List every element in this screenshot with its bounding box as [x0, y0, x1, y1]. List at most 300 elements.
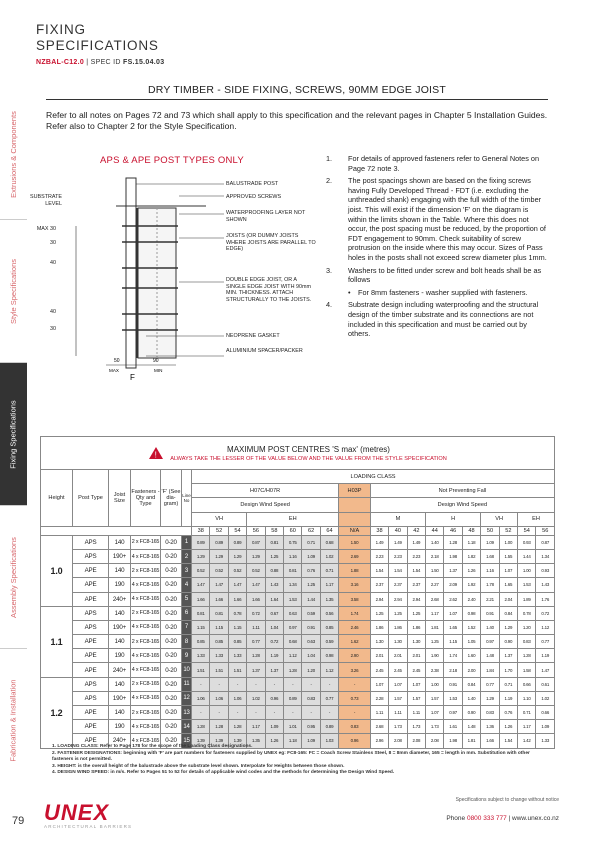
row-field: 0-20 — [161, 592, 182, 606]
value-cell: 0.77 — [247, 635, 265, 649]
value-cell: 1.16 — [481, 564, 499, 578]
col-wind-a: Design Wind Speed — [192, 498, 339, 512]
row-field: 2 x FC8-165 — [131, 535, 161, 549]
line-number: 13 — [182, 706, 192, 720]
value-cell: 2.08 — [426, 734, 444, 748]
value-cell: 1.36 — [481, 720, 499, 734]
value-cell: 1.09 — [302, 549, 320, 563]
value-cell: 0.61 — [536, 677, 555, 691]
value-cell: 1.35 — [247, 734, 265, 748]
value-cell: 1.15 — [444, 635, 462, 649]
wind-speed-header: 56 — [247, 526, 265, 535]
value-cell: 0.90 — [499, 635, 517, 649]
value-cell: 1.50 — [339, 535, 371, 549]
dim-min: MIN — [154, 368, 163, 373]
value-cell: 1.17 — [320, 578, 338, 592]
value-cell: 2.08 — [389, 734, 407, 748]
value-cell: 1.26 — [265, 734, 283, 748]
wind-speed-header: 44 — [426, 526, 444, 535]
value-cell: 1.11 — [407, 706, 425, 720]
value-cell: 1.04 — [265, 620, 283, 634]
line-number: 7 — [182, 620, 192, 634]
value-cell: 1.58 — [518, 663, 536, 677]
value-cell: 1.34 — [536, 549, 555, 563]
spec-note: Specifications subject to change without notice — [455, 797, 559, 803]
value-cell: - — [339, 706, 371, 720]
height-cell: 1.2 — [41, 677, 73, 748]
value-cell: 0.81 — [265, 535, 283, 549]
row-field: 140 — [109, 564, 131, 578]
value-cell: - — [265, 706, 283, 720]
value-cell: 0.68 — [320, 535, 338, 549]
value-cell: 1.12 — [320, 663, 338, 677]
value-cell: 0.76 — [302, 564, 320, 578]
table-row — [41, 606, 555, 620]
value-cell: 2.90 — [339, 649, 371, 663]
value-cell: - — [339, 677, 371, 691]
value-cell: 1.07 — [407, 677, 425, 691]
value-cell: 1.25 — [302, 578, 320, 592]
value-cell: 2.45 — [407, 663, 425, 677]
intro-text: Refer to all notes on Pages 72 and 73 which shall apply to this specification and the relevant pages in Chapter 5 Installation Guides. Refer also to Chapter 2 for the Style Specification. — [46, 110, 548, 131]
wind-speed-header: 62 — [302, 526, 320, 535]
table-row — [41, 549, 555, 563]
dim-f: F — [130, 373, 135, 382]
value-cell: 0.66 — [536, 706, 555, 720]
row-field: 0-20 — [161, 720, 182, 734]
spec-code: NZBAL-C12.0 — [36, 59, 85, 66]
value-cell: 1.17 — [518, 720, 536, 734]
value-cell: 1.33 — [228, 649, 246, 663]
value-cell: 1.02 — [320, 549, 338, 563]
value-cell: 2.08 — [407, 734, 425, 748]
value-cell: 0.75 — [284, 535, 302, 549]
sidebar-item-fixing[interactable] — [0, 363, 27, 506]
value-cell: 1.02 — [536, 691, 555, 705]
col-m: M — [370, 512, 425, 526]
value-cell: 0.97 — [444, 706, 462, 720]
svg-text:!: ! — [154, 450, 158, 460]
value-cell: 1.19 — [499, 691, 517, 705]
row-field: APE — [73, 578, 109, 592]
row-field: APS — [73, 691, 109, 705]
value-cell: 1.47 — [210, 578, 228, 592]
value-cell: 1.54 — [407, 564, 425, 578]
table-row — [41, 706, 555, 720]
value-cell: 0.77 — [320, 691, 338, 705]
wind-speed-header: N/A — [339, 526, 371, 535]
row-field: 0-20 — [161, 663, 182, 677]
value-cell: 1.35 — [320, 592, 338, 606]
col-height: Height — [41, 470, 73, 527]
value-cell: 0.83 — [339, 720, 371, 734]
row-field: APE — [73, 734, 109, 748]
value-cell: 1.28 — [210, 720, 228, 734]
wind-speed-header: 46 — [444, 526, 462, 535]
wind-speed-header: 48 — [462, 526, 480, 535]
value-cell: 2.62 — [444, 592, 462, 606]
value-cell: 1.49 — [389, 535, 407, 549]
spec-id-label: SPEC ID — [90, 59, 121, 66]
label-substrate-level: SUBSTRATE LEVEL — [30, 194, 62, 207]
row-field: 190 — [109, 578, 131, 592]
footnote-4: 4. DESIGN WIND SPEED: in m/s. Refer to Pages 51 to 52 for details of applicable wind codes and the methods for determining the Design Wind Speed. — [52, 770, 395, 776]
value-cell: 1.40 — [462, 691, 480, 705]
value-cell: 1.74 — [339, 606, 371, 620]
col-h03: H03P — [339, 484, 371, 498]
value-cell: 1.10 — [518, 691, 536, 705]
value-cell: 2.00 — [462, 663, 480, 677]
value-cell: 0.52 — [192, 564, 210, 578]
header-title-line1: FIXING — [36, 22, 86, 37]
line-number: 11 — [182, 677, 192, 691]
value-cell: 1.07 — [444, 606, 462, 620]
row-field: APE — [73, 635, 109, 649]
value-cell: 0.85 — [228, 635, 246, 649]
value-cell: 0.76 — [499, 706, 517, 720]
value-cell: 2.01 — [370, 649, 388, 663]
value-cell: 0.91 — [302, 620, 320, 634]
value-cell: 0.96 — [339, 734, 371, 748]
value-cell: 2.01 — [389, 649, 407, 663]
col-h: H — [426, 512, 481, 526]
wind-speed-header: 54 — [518, 526, 536, 535]
value-cell: 0.91 — [481, 606, 499, 620]
value-cell: 1.28 — [518, 649, 536, 663]
edge-joist — [138, 208, 176, 358]
value-cell: 1.76 — [536, 592, 555, 606]
value-cell: 1.68 — [481, 549, 499, 563]
value-cell: 2.27 — [426, 578, 444, 592]
wind-speed-header: 52 — [499, 526, 517, 535]
value-cell: 1.00 — [499, 535, 517, 549]
row-field: APS — [73, 620, 109, 634]
value-cell: 2.69 — [339, 549, 371, 563]
col-post-type: Post Type — [73, 470, 109, 527]
sidebar-item-label: Style Specifications — [9, 258, 19, 324]
height-cell: 1.1 — [41, 606, 73, 677]
note-1: 1. For details of approved fasteners refer to General Notes on Page 72 note 3. — [326, 154, 540, 173]
value-cell: 1.34 — [284, 578, 302, 592]
value-cell: 1.66 — [481, 734, 499, 748]
row-field: 140 — [109, 535, 131, 549]
line-number: 8 — [182, 635, 192, 649]
sidebar-item-style[interactable] — [0, 220, 27, 363]
row-field: 0-20 — [161, 549, 182, 563]
value-cell: 1.29 — [481, 691, 499, 705]
label-joists: JOISTS (OR DUMMY JOISTS WHERE JOISTS ARE PARALLEL TO EDGE) — [226, 233, 316, 253]
value-cell: 1.20 — [302, 663, 320, 677]
row-field: 4 x FC8-165 — [131, 663, 161, 677]
value-cell: 2.40 — [462, 592, 480, 606]
label-spacer: ALUMINIUM SPACER/PACKER — [226, 348, 303, 354]
value-cell: 1.29 — [228, 549, 246, 563]
value-cell: 1.26 — [462, 564, 480, 578]
value-cell: 1.54 — [389, 564, 407, 578]
dim-max: MAX — [109, 368, 119, 373]
value-cell: 0.83 — [481, 706, 499, 720]
website-link[interactable]: www.unex.co.nz — [512, 815, 559, 822]
value-cell: 2.23 — [407, 549, 425, 563]
value-cell: 0.91 — [444, 677, 462, 691]
row-field: 2 x FC8-165 — [131, 564, 161, 578]
value-cell: 0.63 — [302, 635, 320, 649]
value-cell: 0.97 — [284, 620, 302, 634]
value-cell: 2.23 — [389, 549, 407, 563]
value-cell: 1.09 — [481, 535, 499, 549]
row-field: 4 x FC8-165 — [131, 578, 161, 592]
table-row — [41, 663, 555, 677]
value-cell: 0.97 — [481, 635, 499, 649]
col-f: 'F' (See dia-gram) — [161, 470, 182, 527]
value-cell: 1.39 — [192, 734, 210, 748]
sidebar-item-fabrication[interactable] — [0, 649, 27, 792]
value-cell: 1.11 — [389, 706, 407, 720]
value-cell: 0.77 — [536, 635, 555, 649]
value-cell: 1.84 — [481, 663, 499, 677]
value-cell: 1.92 — [462, 578, 480, 592]
value-cell: 1.19 — [536, 649, 555, 663]
sidebar-item-assembly[interactable] — [0, 506, 27, 649]
label-balustrade-post: BALUSTRADE POST — [226, 181, 279, 187]
value-cell: 2.23 — [370, 549, 388, 563]
value-cell: 0.89 — [192, 535, 210, 549]
value-cell: 2.94 — [389, 592, 407, 606]
wind-speed-header: 40 — [389, 526, 407, 535]
contact-line: Phone 0800 333 777 | www.unex.co.nz — [446, 815, 559, 822]
value-cell: 1.25 — [389, 606, 407, 620]
value-cell: 1.19 — [265, 649, 283, 663]
value-cell: 1.54 — [499, 734, 517, 748]
value-cell: 1.04 — [302, 649, 320, 663]
wind-speed-header: 38 — [370, 526, 388, 535]
table-row — [41, 635, 555, 649]
table-row — [41, 578, 555, 592]
sidebar-item-label: Assembly Specifications — [9, 536, 18, 618]
row-field: 140 — [109, 706, 131, 720]
footnote-3: 3. HEIGHT: is the overall height of the balustrade above the substrate level shown. Interpolate for Heights between those shown. — [52, 763, 345, 769]
value-cell: 0.88 — [265, 564, 283, 578]
row-field: 4 x FC8-165 — [131, 720, 161, 734]
value-cell: 1.47 — [536, 663, 555, 677]
note-2: 2. The post spacings shown are based on the fixing screws having Fully Developed Thread - FDT (i.e. excluding the unthreaded shank) engaging with the full width of the timber joist. This will exist if the dimension 'F' on the diagram is within the limits shown in the Table. Where this does not occur, the post spacing must be reduced, by the proportion of FDT engagement to 90mm. Check suitability of screw protrusion on the inside where this may occur. Sizes of Pass holes in the posts shall not exceed screw diameter plus 1mm. — [326, 176, 547, 262]
notes-list — [326, 154, 548, 342]
wind-speed-header: 60 — [284, 526, 302, 535]
col-vh2: VH — [481, 512, 518, 526]
value-cell: - — [192, 706, 210, 720]
value-cell: 2.96 — [370, 734, 388, 748]
row-field: 2 x FC8-165 — [131, 606, 161, 620]
value-cell: 1.44 — [302, 592, 320, 606]
value-cell: - — [284, 677, 302, 691]
row-field: APS — [73, 535, 109, 549]
value-cell: 1.06 — [228, 691, 246, 705]
value-cell: 0.71 — [499, 677, 517, 691]
value-cell: 3.26 — [339, 663, 371, 677]
note-3: 3. Washers to be fitted under screw and bolt heads shall be as follows — [326, 265, 542, 285]
value-cell: 0.59 — [320, 635, 338, 649]
wind-speed-header: 38 — [192, 526, 210, 535]
row-field: 140 — [109, 635, 131, 649]
value-cell: 1.30 — [389, 635, 407, 649]
row-field: 190+ — [109, 620, 131, 634]
value-cell: 0.71 — [320, 564, 338, 578]
value-cell: 1.02 — [247, 691, 265, 705]
footnote-1: 1. LOADING CLASS: Refer to Page 178 for the scope of the Loading Class designations. — [52, 744, 253, 749]
row-field: 4 x FC8-165 — [131, 549, 161, 563]
value-cell: 1.55 — [499, 549, 517, 563]
value-cell: - — [247, 677, 265, 691]
page-number: 79 — [12, 815, 25, 827]
value-cell: 1.66 — [247, 592, 265, 606]
value-cell: 2.09 — [444, 578, 462, 592]
value-cell: 1.25 — [426, 635, 444, 649]
value-cell: 1.73 — [407, 720, 425, 734]
row-field: 240+ — [109, 592, 131, 606]
value-cell: 1.37 — [499, 649, 517, 663]
col-line: Line No — [182, 470, 192, 527]
row-field: 4 x FC8-165 — [131, 649, 161, 663]
value-cell: 1.90 — [426, 649, 444, 663]
row-field: 2 x FC8-165 — [131, 635, 161, 649]
value-cell: 0.96 — [265, 691, 283, 705]
col-wind-b: Design Wind Speed — [370, 498, 554, 512]
value-cell: 1.53 — [444, 691, 462, 705]
row-field: 190 — [109, 720, 131, 734]
value-cell: 2.18 — [426, 549, 444, 563]
value-cell: 0.89 — [210, 535, 228, 549]
value-cell: 1.66 — [228, 592, 246, 606]
label-40b: 40 — [50, 309, 56, 315]
value-cell: 1.33 — [210, 649, 228, 663]
value-cell: 0.59 — [302, 606, 320, 620]
value-cell: 1.33 — [536, 734, 555, 748]
value-cell: 1.11 — [370, 706, 388, 720]
col-h07: H07C/H07R — [192, 484, 339, 498]
value-cell: 0.71 — [302, 535, 320, 549]
table-caption — [41, 437, 555, 470]
value-cell: 0.93 — [518, 535, 536, 549]
value-cell: 1.86 — [370, 620, 388, 634]
value-cell: 1.26 — [499, 720, 517, 734]
value-cell: 1.09 — [302, 734, 320, 748]
value-cell: 0.89 — [228, 535, 246, 549]
value-cell: 0.73 — [339, 691, 371, 705]
value-cell: 1.62 — [339, 635, 371, 649]
row-field: 190+ — [109, 549, 131, 563]
value-cell: 1.51 — [228, 663, 246, 677]
value-cell: 1.30 — [370, 635, 388, 649]
wind-speed-header: 54 — [228, 526, 246, 535]
value-cell: 1.37 — [247, 663, 265, 677]
value-cell: - — [228, 706, 246, 720]
value-cell: 1.73 — [426, 720, 444, 734]
table-title: MAXIMUM POST CENTRES 'S max' (metres) — [227, 444, 390, 454]
value-cell: 2.68 — [426, 592, 444, 606]
table-row — [41, 677, 555, 691]
value-cell: 2.37 — [370, 578, 388, 592]
value-cell: 0.52 — [210, 564, 228, 578]
page-title: DRY TIMBER - SIDE FIXING, SCREWS, 90MM EDGE JOIST — [46, 84, 548, 100]
dim-90: 90 — [153, 358, 159, 364]
col-loading-class: LOADING CLASS — [192, 470, 555, 484]
value-cell: 1.66 — [210, 592, 228, 606]
col-vh: VH — [192, 512, 247, 526]
value-cell: - — [247, 706, 265, 720]
diagram-heading: APS & APE POST TYPES ONLY — [100, 155, 244, 166]
label-approved-screws: APPROVED SCREWS — [226, 194, 282, 200]
row-field: 140 — [109, 677, 131, 691]
line-number: 15 — [182, 734, 192, 748]
row-field: 0-20 — [161, 578, 182, 592]
value-cell: - — [320, 706, 338, 720]
value-cell: 1.81 — [462, 734, 480, 748]
value-cell: 2.04 — [499, 592, 517, 606]
row-field: APE — [73, 592, 109, 606]
value-cell: 1.98 — [444, 734, 462, 748]
sidebar-item-label: Extrusions & Components — [9, 111, 18, 198]
value-cell: 1.43 — [265, 578, 283, 592]
label-40: 40 — [50, 260, 56, 266]
line-number: 1 — [182, 535, 192, 549]
value-cell: 1.07 — [389, 677, 407, 691]
value-cell: 0.90 — [462, 706, 480, 720]
value-cell: 1.39 — [228, 734, 246, 748]
row-field: 4 x FC8-165 — [131, 620, 161, 634]
value-cell: 0.52 — [228, 564, 246, 578]
value-cell: 1.05 — [462, 635, 480, 649]
value-cell: 0.83 — [302, 691, 320, 705]
header-title-line2: SPECIFICATIONS — [36, 38, 159, 53]
sidebar-item-label: Fabrication & Installation — [9, 679, 19, 762]
value-cell: 1.48 — [462, 720, 480, 734]
row-field: 0-20 — [161, 677, 182, 691]
value-cell: 1.51 — [192, 663, 210, 677]
line-number: 6 — [182, 606, 192, 620]
value-cell: 1.29 — [192, 549, 210, 563]
value-cell: 1.60 — [462, 649, 480, 663]
value-cell: 0.81 — [284, 564, 302, 578]
value-cell: 1.57 — [389, 691, 407, 705]
value-cell: 0.98 — [320, 649, 338, 663]
value-cell: 2.38 — [426, 663, 444, 677]
value-cell: 1.16 — [284, 549, 302, 563]
value-cell: 1.43 — [536, 578, 555, 592]
value-cell: - — [210, 706, 228, 720]
value-cell: 1.06 — [210, 691, 228, 705]
value-cell: 0.85 — [320, 620, 338, 634]
value-cell: 1.37 — [265, 663, 283, 677]
row-field: 0-20 — [161, 620, 182, 634]
row-field: 190 — [109, 649, 131, 663]
value-cell: 2.18 — [444, 663, 462, 677]
value-cell: 2.28 — [370, 691, 388, 705]
value-cell: 1.30 — [407, 635, 425, 649]
value-cell: 0.72 — [265, 635, 283, 649]
value-cell: 1.01 — [284, 720, 302, 734]
value-cell: 1.42 — [518, 734, 536, 748]
value-cell: 1.57 — [407, 691, 425, 705]
value-cell: 0.95 — [302, 720, 320, 734]
table-row — [41, 564, 555, 578]
value-cell: 2.45 — [389, 663, 407, 677]
value-cell: 0.56 — [320, 606, 338, 620]
table-row — [41, 649, 555, 663]
value-cell: 1.47 — [228, 578, 246, 592]
row-field: APS — [73, 549, 109, 563]
spec-id: FS.15.04.03 — [123, 59, 165, 66]
value-cell: 1.88 — [339, 564, 371, 578]
